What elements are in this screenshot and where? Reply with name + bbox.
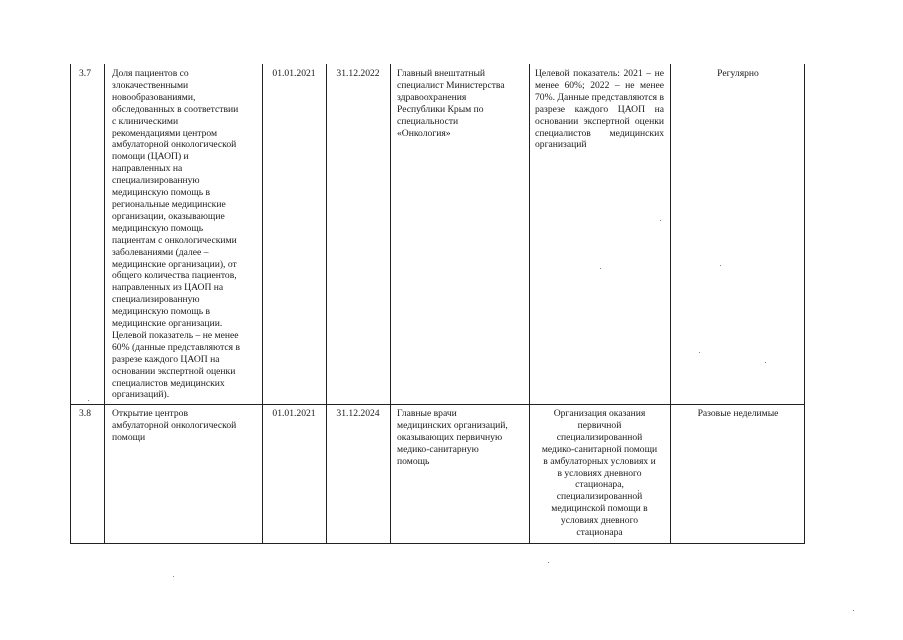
column-divider [670, 64, 671, 404]
column-divider [104, 64, 105, 404]
start-date-cell: 01.01.2021 [272, 68, 316, 79]
scan-speck [173, 576, 174, 577]
scan-speck [548, 562, 549, 563]
document-table [70, 64, 805, 544]
result-cell: Целевой показатель: 2021 – не менее 60%; 2022 – не менее 70%. Данные представляются в разрезе каждого ЦАОП на основании экспертной оценки специалистов медицинских организаций [535, 68, 664, 151]
responsible-cell: Главный внештатный специалист Министерства здравоохранения Республики Крым по специальности «Онкология» [397, 68, 505, 139]
end-date-cell: 31.12.2022 [336, 68, 380, 79]
row-number-cell: 3.8 [79, 408, 91, 419]
end-date-cell: 31.12.2024 [336, 408, 380, 419]
column-divider [104, 404, 105, 544]
table-row [71, 64, 804, 405]
column-divider [670, 404, 671, 544]
start-date-cell: 01.01.2021 [272, 408, 316, 419]
result-cell: Организация оказания первичной специализированной медико-санитарной помощи в амбулаторных условиях и в условиях дневного стационара, специализированной медицинской помощи в условиях дневного стационара [541, 408, 658, 539]
column-divider [262, 404, 263, 544]
table-row [71, 404, 804, 544]
column-divider [390, 64, 391, 404]
activity-name-cell: Доля пациентов со злокачественными новообразованиями, обследованных в соответствии с клиническими рекомендациями центром амбулаторной онкологической помощи (ЦАОП) и направленных на специализированную медицинскую помощь в региональные медицинские организации, оказывающие медицинскую помощь пациентам с онкологическими заболеваниями (далее – медицинские организации), от общего количества пациентов, направленных из ЦАОП на специализированную медицинскую помощь в медицинские организации. Целевой показатель – не менее 60% (данные представляются в разрезе каждого ЦАОП на основании экспертной оценки специалистов медицинских организаций). [112, 68, 241, 401]
row-number-cell: 3.7 [79, 68, 91, 79]
column-divider [326, 404, 327, 544]
responsible-cell: Главные врачи медицинских организаций, оказывающих первичную медико-санитарную помощь [397, 408, 508, 467]
column-divider [529, 64, 530, 404]
activity-name-cell: Открытие центров амбулаторной онкологической помощи [112, 408, 237, 443]
periodicity-cell: Разовые неделимые [697, 408, 779, 419]
column-divider [529, 404, 530, 544]
column-divider [262, 64, 263, 404]
column-divider [390, 404, 391, 544]
periodicity-cell: Регулярно [717, 68, 759, 79]
scan-speck [853, 610, 854, 611]
column-divider [326, 64, 327, 404]
